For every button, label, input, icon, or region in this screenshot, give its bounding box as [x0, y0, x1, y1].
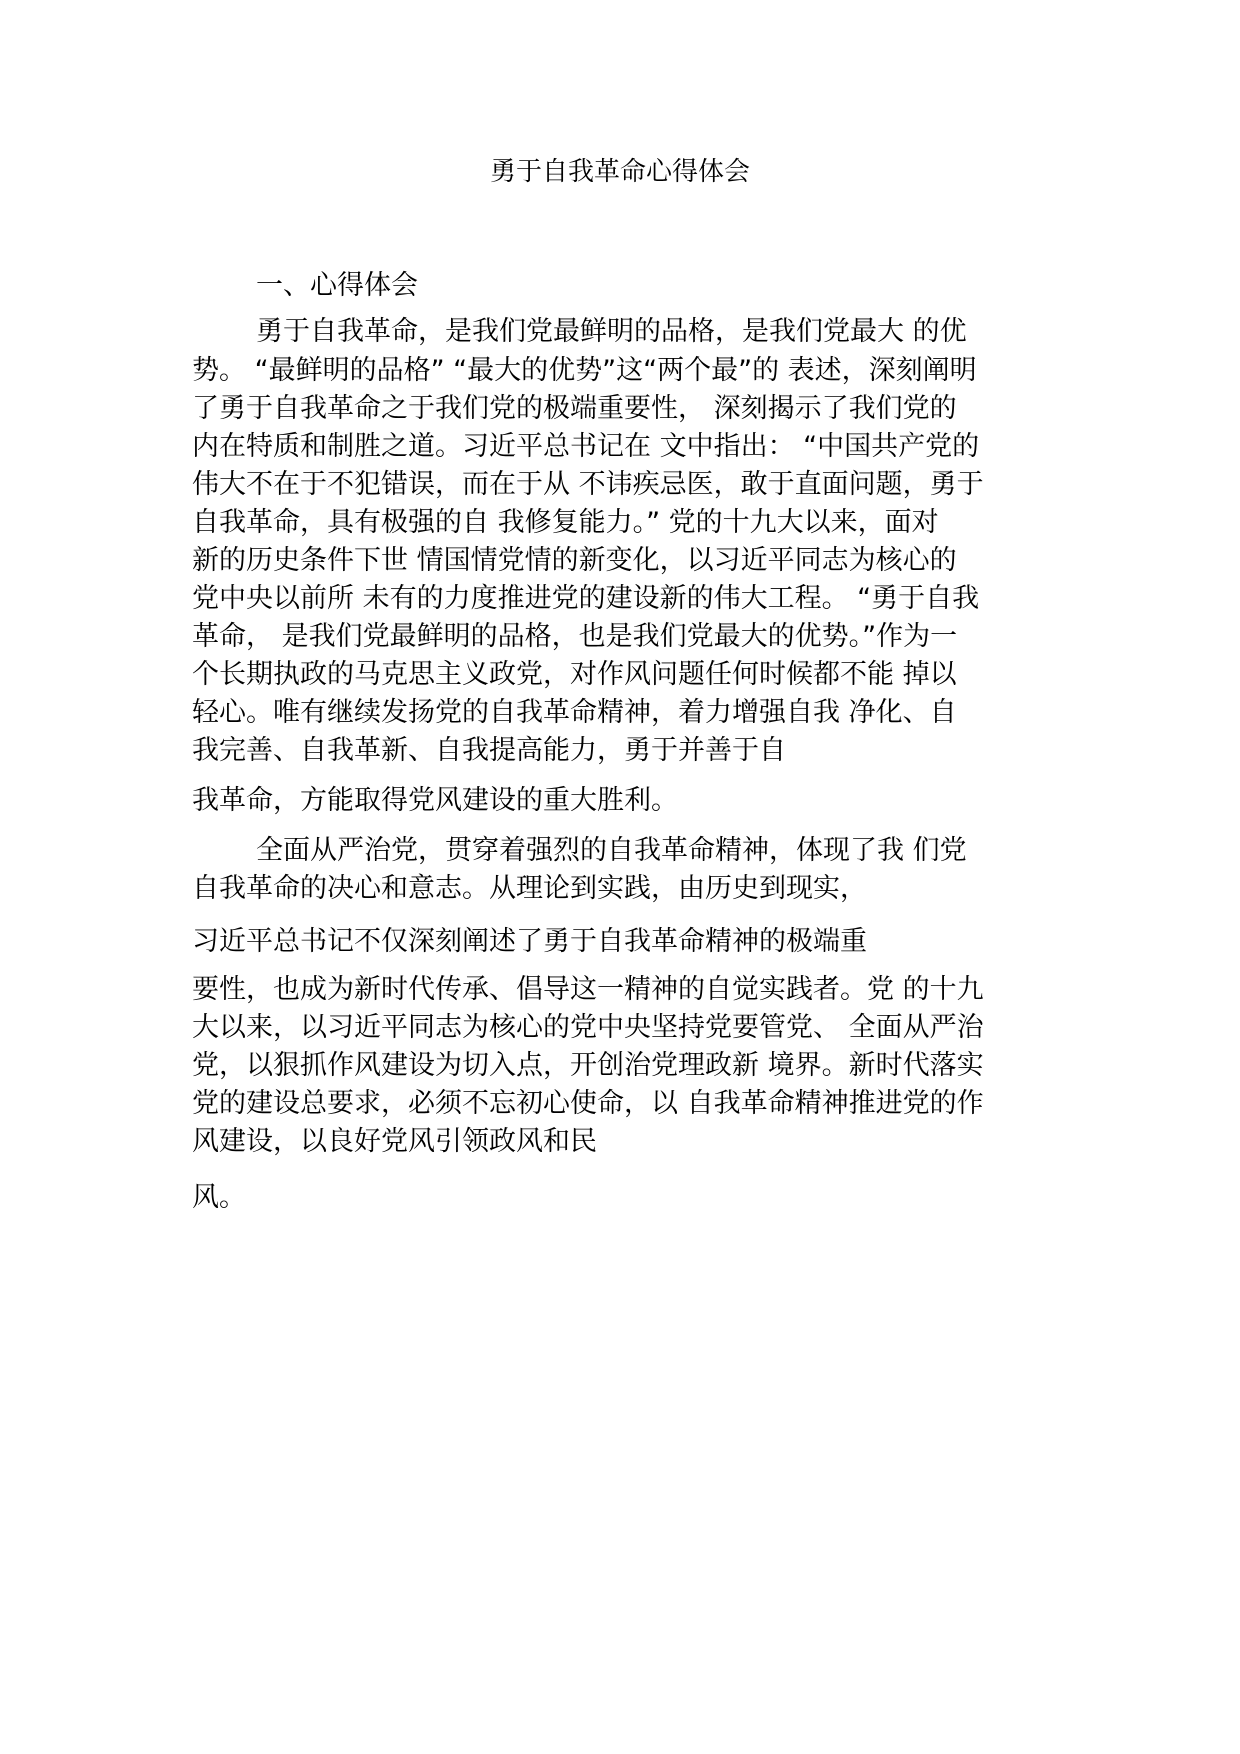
body-line: 全面从严治党，贯穿着强烈的自我革命精神，体现了我 们党 — [256, 835, 967, 866]
body-line: 自我革命的决心和意志。从理论到实践，由历史到现实， — [192, 873, 867, 904]
body-line: 个长期执政的马克思主义政党，对作风问题任何时候都不能 掉以 — [192, 659, 957, 690]
body-line: 要性，也成为新时代传承、倡导这一精神的自觉实践者。党 的十九 — [192, 974, 984, 1005]
body-line: 党的建设总要求，必须不忘初心使命，以 自我革命精神推进党的作 — [192, 1088, 984, 1119]
body-line: 勇于自我革命，是我们党最鲜明的品格，是我们党最大 的优 — [256, 316, 967, 347]
section-heading: 一、心得体会 — [256, 270, 418, 301]
body-line: 大以来，以习近平同志为核心的党中央坚持党要管党、 全面从严治 — [192, 1012, 984, 1043]
body-line: 新的历史条件下世 情国情党情的新变化，以习近平同志为核心的 — [192, 545, 957, 576]
body-line: 党中央以前所 未有的力度推进党的建设新的伟大工程。 “勇于自我 — [192, 583, 980, 614]
body-line: 风建设，以良好党风引领政风和民 — [192, 1126, 597, 1157]
document-title: 勇于自我革命心得体会 — [489, 157, 750, 187]
body-line: 轻心。唯有继续发扬党的自我革命精神，着力增强自我 净化、自 — [192, 697, 957, 728]
body-line: 了勇于自我革命之于我们党的极端重要性， 深刻揭示了我们党的 — [192, 393, 957, 424]
body-line: 伟大不在于不犯错误，而在于从 不讳疾忌医，敢于直面问题，勇于 — [192, 469, 984, 500]
body-line: 自我革命，具有极强的自 我修复能力。” 党的十九大以来，面对 — [192, 507, 939, 538]
body-line: 我革命，方能取得党风建设的重大胜利。 — [192, 785, 678, 816]
body-line: 习近平总书记不仅深刻阐述了勇于自我革命精神的极端重 — [192, 926, 867, 957]
body-line: 势。 “最鲜明的品格” “最大的优势”这“两个最”的 表述，深刻阐明 — [192, 355, 977, 386]
body-line: 风。 — [192, 1182, 246, 1213]
body-line: 内在特质和制胜之道。习近平总书记在 文中指出： “中国共产党的 — [192, 431, 980, 462]
body-line: 革命， 是我们党最鲜明的品格，也是我们党最大的优势。”作为一 — [192, 621, 958, 652]
body-line: 我完善、自我革新、自我提高能力，勇于并善于自 — [192, 735, 786, 766]
body-line: 党，以狠抓作风建设为切入点，开创治党理政新 境界。新时代落实 — [192, 1050, 984, 1081]
